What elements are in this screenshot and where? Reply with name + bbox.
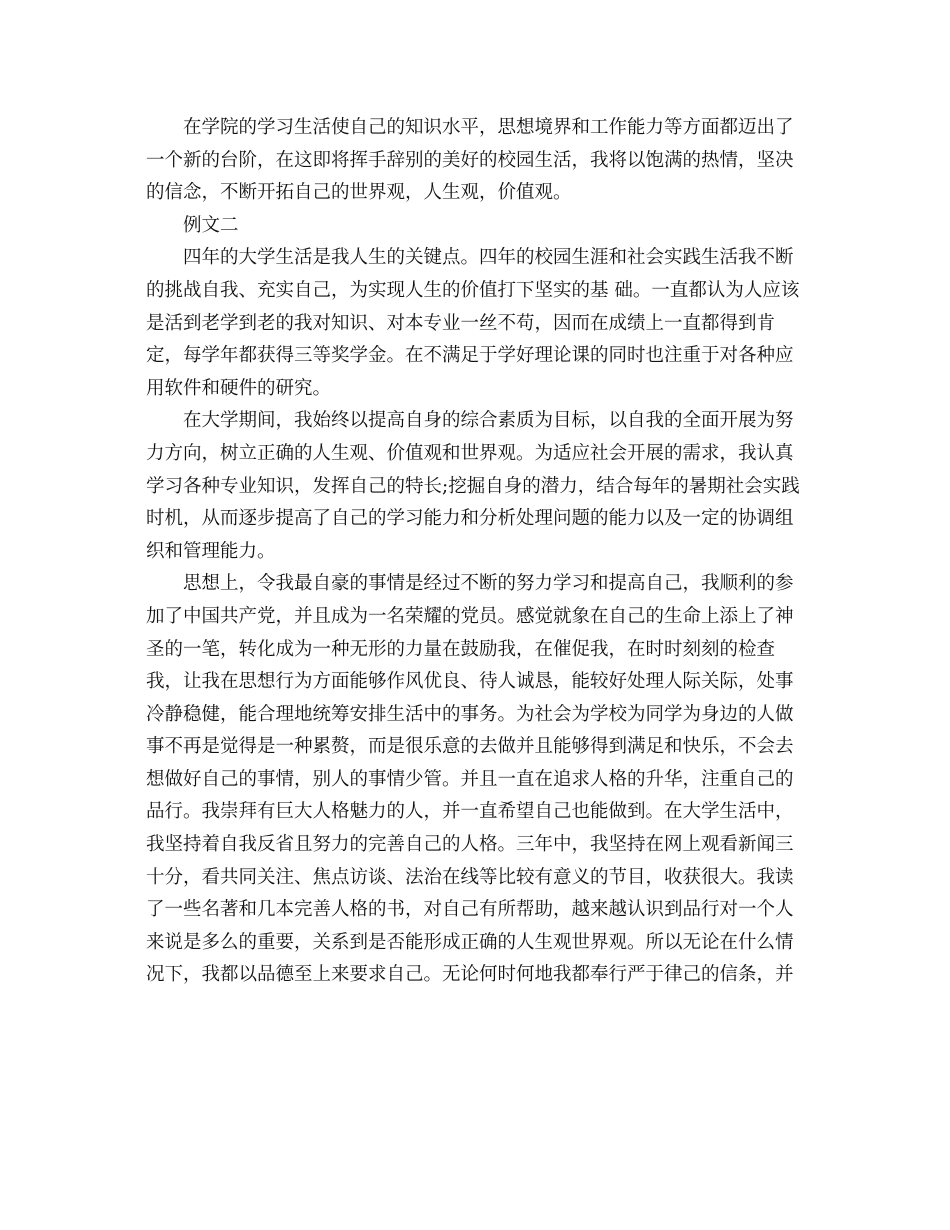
text-line: 品行。我崇拜有巨大人格魅力的人，并一直希望自己也能做到。在大学生活中， xyxy=(146,801,794,823)
text-line: 时机，从而逐步提高了自己的学习能力和分析处理问题的能力以及一定的协调组 xyxy=(146,508,794,530)
paragraph-1 xyxy=(146,112,806,210)
text-line: 来说是多么的重要，关系到是否能形成正确的人生观世界观。所以无论在什么情 xyxy=(146,931,794,953)
heading-example-2: 例文二 xyxy=(183,214,239,236)
text-line: 加了中国共产党，并且成为一名荣耀的党员。感觉就象在自己的生命上添上了神 xyxy=(146,605,794,627)
text-line: 十分，看共同关注、焦点访谈、法治在线等比较有意义的节目，收获很大。我读 xyxy=(146,866,794,888)
text-line: 我坚持着自我反省且努力的完善自己的人格。三年中，我坚持在网上观看新闻三 xyxy=(146,834,794,856)
text-line: 定，每学年都获得三等奖学金。在不满足于学好理论课的同时也注重于对各种应 xyxy=(146,345,794,367)
text-line: 的挑战自我、充实自己，为实现人生的价值打下坚实的基 础。一直都认为人应该 xyxy=(146,279,800,301)
text-line: 学习各种专业知识，发挥自己的特长;挖掘自身的潜力，结合每年的暑期社会实践 xyxy=(146,475,800,497)
section-heading xyxy=(146,210,806,243)
text-line: 况下，我都以品德至上来要求自己。无论何时何地我都奉行严于律己的信条，并 xyxy=(146,964,794,986)
text-line: 力方向，树立正确的人生观、价值观和世界观。为适应社会开展的需求，我认真 xyxy=(146,442,794,464)
text-line: 冷静稳健，能合理地统筹安排生活中的事务。为社会为学校为同学为身边的人做 xyxy=(146,703,794,725)
text-line: 一个新的台阶，在这即将挥手辞别的美好的校园生活，我将以饱满的热情，坚决 xyxy=(146,149,794,171)
text-line: 了一些名著和几本完善人格的书，对自己有所帮助，越来越认识到品行对一个人 xyxy=(146,899,794,921)
text-line: 用软件和硬件的研究。 xyxy=(146,377,332,399)
text-line: 圣的一笔，转化成为一种无形的力量在鼓励我，在催促我，在时时刻刻的检查 xyxy=(146,638,776,660)
text-line: 想做好自己的事情，别人的事情少管。并且一直在追求人格的升华，注重自己的 xyxy=(146,768,794,790)
text-line: 思想上，令我最自豪的事情是经过不断的努力学习和提高自己，我顺利的参 xyxy=(183,573,794,595)
text-line: 事不再是觉得是一种累赘，而是很乐意的去做并且能够得到满足和快乐，不会去 xyxy=(146,736,794,758)
text-line: 四年的大学生活是我人生的关键点。四年的校园生涯和社会实践生活我不断 xyxy=(183,247,794,269)
text-line: 织和管理能力。 xyxy=(146,540,276,562)
text-line: 我，让我在思想行为方面能够作风优良、待人诚恳，能较好处理人际关际，处事 xyxy=(146,671,794,693)
paragraph-2 xyxy=(146,242,806,405)
paragraph-4 xyxy=(146,568,806,992)
document-body xyxy=(146,112,806,992)
paragraph-3 xyxy=(146,405,806,568)
text-line: 的信念，不断开拓自己的世界观，人生观，价值观。 xyxy=(146,182,572,204)
text-line: 在大学期间，我始终以提高自身的综合素质为目标，以自我的全面开展为努 xyxy=(183,410,794,432)
text-line: 是活到老学到老的我对知识、对本专业一丝不苟，因而在成绩上一直都得到肯 xyxy=(146,312,776,334)
text-line: 在学院的学习生活使自己的知识水平，思想境界和工作能力等方面都迈出了 xyxy=(183,117,794,138)
